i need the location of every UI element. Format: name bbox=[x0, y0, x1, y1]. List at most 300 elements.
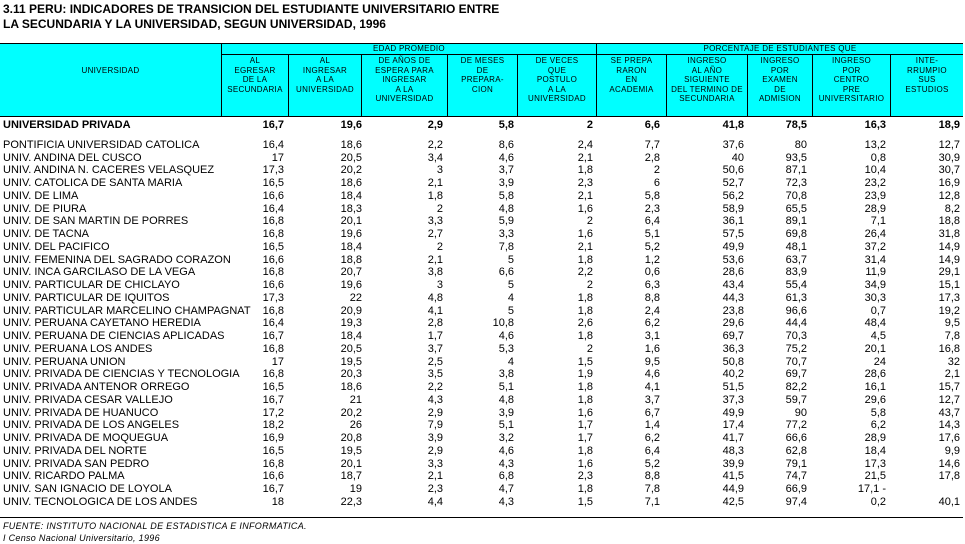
value-cell: 69,7 bbox=[785, 368, 807, 381]
value-cell: 20,1 bbox=[340, 457, 362, 470]
value-cell: 17,3 bbox=[864, 457, 886, 470]
column-header-line: DE LA bbox=[242, 75, 268, 85]
value-cell: 2,2 bbox=[427, 381, 443, 393]
value-cell: 44,3 bbox=[722, 291, 744, 304]
value-cell: 2,9 bbox=[427, 119, 443, 131]
value-cell: 16,6 bbox=[262, 189, 284, 202]
column-header-line: POR bbox=[770, 65, 790, 75]
value-cell: 4,1 bbox=[644, 381, 660, 393]
value-cell: 6,4 bbox=[644, 444, 660, 457]
value-cell: 3,9 bbox=[498, 177, 514, 189]
value-cell: 16,7 bbox=[262, 483, 284, 495]
value-cell: 5,8 bbox=[644, 189, 660, 202]
value-cell: 3,7 bbox=[427, 342, 443, 355]
value-cell: 62,8 bbox=[785, 444, 807, 457]
value-cell: 24 bbox=[873, 355, 886, 368]
census-note: I Censo Nacional Universitario, 1996 bbox=[3, 533, 160, 543]
value-cell: 79,1 bbox=[785, 457, 807, 470]
value-cell: 50,8 bbox=[722, 355, 744, 368]
column-header-line: INGRESAR bbox=[382, 75, 427, 85]
university-name-cell: UNIV. DEL PACIFICO bbox=[3, 240, 110, 253]
value-cell: 1,6 bbox=[577, 457, 593, 470]
column-header-line: SECUNDARIA bbox=[227, 84, 283, 94]
value-cell: 3,5 bbox=[427, 368, 443, 381]
value-cell: 12,7 bbox=[938, 138, 960, 151]
value-cell: 6,3 bbox=[644, 279, 660, 291]
value-cell: 6 bbox=[653, 177, 660, 189]
column-header bbox=[518, 56, 596, 116]
column-header-line: EN bbox=[625, 75, 638, 85]
value-cell: 23,8 bbox=[722, 304, 744, 317]
value-cell: 5,1 bbox=[644, 228, 660, 240]
value-cell: 31,8 bbox=[938, 228, 960, 240]
value-cell: 5,3 bbox=[498, 342, 514, 355]
value-cell: 18 bbox=[271, 495, 284, 508]
value-cell: 20,2 bbox=[340, 406, 362, 419]
value-cell: 2 bbox=[586, 279, 593, 291]
value-cell: 55,4 bbox=[785, 279, 807, 291]
university-name-cell: UNIV. PARTICULAR MARCELINO CHAMPAGNAT bbox=[3, 304, 251, 317]
value-cell: 28,9 bbox=[864, 202, 886, 215]
value-cell: 17,4 bbox=[722, 419, 744, 432]
value-cell: 29,6 bbox=[722, 317, 744, 330]
value-cell: 19,2 bbox=[938, 304, 960, 317]
value-cell: 11,9 bbox=[865, 266, 886, 279]
value-cell: 97,4 bbox=[785, 495, 807, 508]
value-cell: 18,4 bbox=[340, 240, 362, 253]
value-cell: 2,7 bbox=[427, 228, 443, 240]
value-cell: 5,1 bbox=[498, 381, 514, 393]
value-cell: 59,7 bbox=[785, 393, 807, 406]
university-name-cell: UNIV. DE SAN MARTIN DE PORRES bbox=[3, 215, 189, 228]
column-header-line: SIGUIENTE bbox=[684, 75, 730, 85]
value-cell: 14,9 bbox=[938, 253, 960, 266]
column-divider bbox=[596, 55, 597, 116]
column-header-line: INGRESO bbox=[760, 56, 800, 65]
value-cell: 61,3 bbox=[785, 291, 807, 304]
value-cell: 2,5 bbox=[427, 355, 443, 368]
value-cell: 2,1 bbox=[577, 189, 593, 202]
value-cell: 70,7 bbox=[785, 355, 807, 368]
value-cell: 17,3 bbox=[262, 164, 284, 177]
value-cell: 4,8 bbox=[427, 291, 443, 304]
table-row bbox=[0, 177, 963, 190]
table-row bbox=[0, 445, 963, 458]
column-header-line: SE PREPA bbox=[610, 56, 653, 65]
university-name-cell: UNIV. PERUANA CAYETANO HEREDIA bbox=[3, 317, 201, 330]
value-cell: 19,6 bbox=[340, 119, 362, 131]
value-cell: 16,4 bbox=[262, 138, 284, 151]
value-cell: 65,5 bbox=[785, 202, 807, 215]
value-cell: 2,1 bbox=[577, 240, 593, 253]
value-cell: 2,1 bbox=[427, 253, 443, 266]
value-cell: 37,3 bbox=[722, 393, 744, 406]
value-cell: 69,8 bbox=[785, 228, 807, 240]
value-cell: 19,6 bbox=[340, 228, 362, 240]
column-header bbox=[667, 56, 747, 116]
table-row bbox=[0, 483, 963, 496]
value-cell: 7,7 bbox=[644, 138, 660, 151]
value-cell: 20,5 bbox=[340, 151, 362, 164]
value-cell: 5,2 bbox=[644, 457, 660, 470]
value-cell: 18,9 bbox=[938, 119, 960, 131]
value-cell: 6,2 bbox=[644, 317, 660, 330]
university-name-cell: UNIV. PRIVADA DE LOS ANGELES bbox=[3, 419, 180, 432]
table-row bbox=[0, 458, 963, 471]
university-name-cell: UNIV. PRIVADA DE HUANUCO bbox=[3, 406, 159, 419]
value-cell: 3,7 bbox=[644, 393, 660, 406]
value-cell: 18,3 bbox=[340, 202, 362, 215]
value-cell: 3,3 bbox=[427, 457, 443, 470]
value-cell: 52,7 bbox=[722, 177, 744, 189]
value-cell: 20,9 bbox=[340, 304, 362, 317]
value-cell: 1,5 bbox=[577, 495, 593, 508]
value-cell: 2,3 bbox=[577, 470, 593, 483]
value-cell: 5 bbox=[507, 304, 514, 317]
value-cell: 37,6 bbox=[722, 138, 744, 151]
value-cell: 2,3 bbox=[644, 202, 660, 215]
value-cell: 41,8 bbox=[722, 119, 744, 131]
column-header-line: CION bbox=[471, 84, 494, 94]
column-header-line: QUE bbox=[547, 65, 567, 75]
value-cell: 1,7 bbox=[427, 330, 443, 342]
value-cell: 78,5 bbox=[785, 119, 807, 131]
column-header-line: DE VECES bbox=[535, 56, 579, 65]
value-cell: 1,6 bbox=[644, 342, 660, 355]
footnotes bbox=[3, 520, 307, 544]
value-cell: 28,6 bbox=[722, 266, 744, 279]
value-cell: 16,8 bbox=[938, 342, 960, 355]
column-divider bbox=[890, 55, 891, 116]
value-cell: 2,2 bbox=[577, 266, 593, 279]
value-cell: 4,6 bbox=[644, 368, 660, 381]
value-cell: 6,8 bbox=[498, 470, 514, 483]
university-name-cell: UNIV. PERUANA LOS ANDES bbox=[3, 342, 153, 355]
value-cell: 4,3 bbox=[498, 457, 514, 470]
column-header-line: DE bbox=[774, 84, 786, 94]
value-cell: 26,4 bbox=[864, 228, 886, 240]
value-cell: 3 bbox=[436, 164, 443, 177]
value-cell: 5 bbox=[507, 253, 514, 266]
column-divider bbox=[361, 55, 362, 116]
value-cell: 20,1 bbox=[340, 215, 362, 228]
value-cell: 53,6 bbox=[722, 253, 744, 266]
value-cell: 2,1 bbox=[427, 470, 443, 483]
column-divider bbox=[812, 55, 813, 116]
value-cell: 20,7 bbox=[340, 266, 362, 279]
value-cell: 1,8 bbox=[427, 189, 443, 202]
value-cell: 20,3 bbox=[340, 368, 362, 381]
value-cell: 19,3 bbox=[340, 317, 362, 330]
value-cell: 7,8 bbox=[498, 240, 514, 253]
value-cell: 1,6 bbox=[577, 202, 593, 215]
value-cell: 2,4 bbox=[577, 138, 593, 151]
table-row bbox=[0, 190, 963, 203]
value-cell: 6,6 bbox=[498, 266, 514, 279]
value-cell: 3,3 bbox=[427, 215, 443, 228]
value-cell: 39,9 bbox=[722, 457, 744, 470]
value-cell: 4,3 bbox=[498, 495, 514, 508]
value-cell: 2,4 bbox=[644, 304, 660, 317]
value-cell: 5,8 bbox=[870, 406, 886, 419]
value-cell: 19,6 bbox=[340, 279, 362, 291]
value-cell: 3,1 bbox=[644, 330, 660, 342]
value-cell: 70,3 bbox=[785, 330, 807, 342]
value-cell: 89,1 bbox=[785, 215, 807, 228]
value-cell: 48,4 bbox=[864, 317, 886, 330]
column-header-line: PRE bbox=[842, 84, 861, 94]
value-cell: 28,6 bbox=[864, 368, 886, 381]
value-cell: 5,1 bbox=[498, 419, 514, 432]
value-cell: 7,1 bbox=[644, 495, 660, 508]
value-cell: 69,7 bbox=[722, 330, 744, 342]
university-name-cell: UNIV. PARTICULAR DE CHICLAYO bbox=[3, 279, 180, 291]
column-header-line: RARON bbox=[616, 65, 647, 75]
value-cell: 13,2 bbox=[864, 138, 886, 151]
table-body bbox=[0, 119, 963, 509]
table-row bbox=[0, 343, 963, 356]
column-header-line: SUS bbox=[918, 75, 936, 85]
value-cell: 48,1 bbox=[785, 240, 807, 253]
value-cell: 1,8 bbox=[577, 483, 593, 495]
value-cell: 3,7 bbox=[498, 164, 514, 177]
value-cell: 17,6 bbox=[938, 432, 960, 444]
table-row bbox=[0, 432, 963, 445]
value-cell: 16,7 bbox=[262, 119, 284, 131]
column-header-line: INGRESO bbox=[832, 56, 871, 65]
value-cell: 40,2 bbox=[722, 368, 744, 381]
value-cell: 40,1 bbox=[938, 495, 960, 508]
value-cell: 49,9 bbox=[722, 240, 744, 253]
table-row bbox=[0, 381, 963, 394]
value-cell: 16,9 bbox=[262, 432, 284, 444]
column-header-line: POR bbox=[842, 65, 861, 75]
value-cell: 12,8 bbox=[938, 189, 960, 202]
value-cell: 80 bbox=[794, 138, 807, 151]
column-header-line: EGRESAR bbox=[234, 65, 276, 75]
value-cell: 20,2 bbox=[340, 164, 362, 177]
column-header-line: UNIVERSIDAD bbox=[375, 94, 434, 104]
university-name-cell: UNIV. PARTICULAR DE IQUITOS bbox=[3, 291, 170, 304]
value-cell: 58,9 bbox=[722, 202, 744, 215]
value-cell: 77,2 bbox=[785, 419, 807, 432]
column-header-line: A LA bbox=[395, 84, 414, 94]
value-cell: 16,6 bbox=[262, 279, 284, 291]
value-cell: 6,6 bbox=[644, 119, 660, 131]
value-cell: 17,3 bbox=[938, 291, 960, 304]
value-cell: 90 bbox=[794, 406, 807, 419]
value-cell: 2,9 bbox=[427, 444, 443, 457]
value-cell: 18,6 bbox=[340, 381, 362, 393]
value-cell: 20,8 bbox=[340, 432, 362, 444]
value-cell: 8,8 bbox=[644, 470, 660, 483]
value-cell: 8,8 bbox=[644, 291, 660, 304]
value-cell: 41,5 bbox=[722, 470, 744, 483]
university-name-cell: UNIV. PRIVADA SAN PEDRO bbox=[3, 457, 150, 470]
value-cell: 18,8 bbox=[938, 215, 960, 228]
column-header-line: CENTRO bbox=[833, 75, 870, 85]
value-cell: 87,1 bbox=[785, 164, 807, 177]
value-cell: 28,9 bbox=[864, 432, 886, 444]
table-row bbox=[0, 228, 963, 241]
value-cell: 2,8 bbox=[644, 151, 660, 164]
column-header-line: UNIVERSITARIO bbox=[818, 94, 885, 104]
value-cell: 14,9 bbox=[938, 240, 960, 253]
value-cell: 4,7 bbox=[498, 483, 514, 495]
value-cell: 2 bbox=[436, 240, 443, 253]
value-cell: 30,7 bbox=[938, 164, 960, 177]
value-cell: 4,1 bbox=[427, 304, 443, 317]
value-cell: 18,6 bbox=[340, 138, 362, 151]
column-divider bbox=[666, 55, 667, 116]
value-cell: 63,7 bbox=[785, 253, 807, 266]
value-cell: 15,1 bbox=[938, 279, 960, 291]
value-cell: 5,2 bbox=[644, 240, 660, 253]
university-name-cell: UNIV. DE TACNA bbox=[3, 228, 89, 240]
value-cell: 2,3 bbox=[577, 177, 593, 189]
table-row bbox=[0, 419, 963, 432]
value-cell: 16,8 bbox=[262, 368, 284, 381]
value-cell: 16,3 bbox=[864, 119, 886, 131]
value-cell: 41,7 bbox=[722, 432, 744, 444]
value-cell: 16,1 bbox=[864, 381, 886, 393]
university-name-cell: UNIV. ANDINA DEL CUSCO bbox=[3, 151, 142, 164]
value-cell: 21,5 bbox=[864, 470, 886, 483]
value-cell: 3,4 bbox=[427, 151, 443, 164]
value-cell: 0,6 bbox=[644, 266, 660, 279]
edad-promedio-group-header: EDAD PROMEDIO bbox=[222, 44, 596, 55]
value-cell: 7,1 bbox=[870, 215, 886, 228]
source-note: FUENTE: INSTITUTO NACIONAL DE ESTADISTICA E INFORMATICA. bbox=[3, 521, 307, 531]
table-title bbox=[3, 2, 499, 32]
table-row bbox=[0, 292, 963, 305]
value-cell: 29,1 bbox=[938, 266, 960, 279]
value-cell: 18,7 bbox=[340, 470, 362, 483]
value-cell: 43,4 bbox=[722, 279, 744, 291]
value-cell: 3 bbox=[436, 279, 443, 291]
value-cell: 1,8 bbox=[577, 393, 593, 406]
value-cell: 5,8 bbox=[498, 119, 514, 131]
value-cell: 4,4 bbox=[427, 495, 443, 508]
value-cell: 1,8 bbox=[577, 330, 593, 342]
value-cell: 19,5 bbox=[340, 355, 362, 368]
value-cell: 5,8 bbox=[498, 189, 514, 202]
value-cell: 16,5 bbox=[262, 177, 284, 189]
value-cell: 16,8 bbox=[262, 304, 284, 317]
value-cell: 1,8 bbox=[577, 444, 593, 457]
value-cell: 43,7 bbox=[938, 406, 960, 419]
column-divider bbox=[747, 55, 748, 116]
value-cell: 5,9 bbox=[498, 215, 514, 228]
university-name-cell: UNIV. DE PIURA bbox=[3, 202, 87, 215]
column-header bbox=[891, 56, 963, 116]
university-name-cell: UNIV. PERUANA DE CIENCIAS APLICADAS bbox=[3, 330, 225, 342]
value-cell: 4 bbox=[507, 291, 514, 304]
table-row bbox=[0, 254, 963, 267]
value-cell: 15,7 bbox=[938, 381, 960, 393]
value-cell: 30,9 bbox=[938, 151, 960, 164]
value-cell: 44,9 bbox=[722, 483, 744, 495]
table-row bbox=[0, 139, 963, 152]
column-header-line: AL bbox=[319, 56, 331, 65]
value-cell: 2,2 bbox=[427, 138, 443, 151]
value-cell: 70,8 bbox=[785, 189, 807, 202]
value-cell: 3,9 bbox=[498, 406, 514, 419]
value-cell: 8,2 bbox=[944, 202, 960, 215]
value-cell: 1,8 bbox=[577, 291, 593, 304]
value-cell: 7,8 bbox=[644, 483, 660, 495]
value-cell: 14,3 bbox=[938, 419, 960, 432]
value-cell: 16,6 bbox=[262, 253, 284, 266]
university-name-cell: UNIV. PRIVADA DE MOQUEGUA bbox=[3, 432, 169, 444]
value-cell: 66,9 bbox=[785, 483, 807, 495]
value-cell: 2 bbox=[586, 342, 593, 355]
value-cell: 30,3 bbox=[864, 291, 886, 304]
value-cell: 8,6 bbox=[498, 138, 514, 151]
value-cell: 37,2 bbox=[864, 240, 886, 253]
value-cell: 1,2 bbox=[644, 253, 660, 266]
porcentaje-group-header: PORCENTAJE DE ESTUDIANTES QUE bbox=[597, 44, 963, 55]
value-cell: 3,8 bbox=[427, 266, 443, 279]
value-cell: 22 bbox=[349, 291, 362, 304]
value-cell: 3,2 bbox=[498, 432, 514, 444]
value-cell: 72,3 bbox=[785, 177, 807, 189]
value-cell: 16,5 bbox=[262, 240, 284, 253]
value-cell: 16,4 bbox=[262, 202, 284, 215]
value-cell: 42,5 bbox=[722, 495, 744, 508]
value-cell: 16,5 bbox=[262, 381, 284, 393]
value-cell: 10,8 bbox=[492, 317, 514, 330]
value-cell: 16,7 bbox=[262, 330, 284, 342]
column-header-line: DE bbox=[476, 65, 489, 75]
table-row bbox=[0, 394, 963, 407]
title-line-1: 3.11 PERU: INDICADORES DE TRANSICION DEL ESTUDIANTE UNIVERSITARIO ENTRE bbox=[3, 2, 500, 16]
table-row bbox=[0, 356, 963, 369]
value-cell: 75,2 bbox=[785, 342, 807, 355]
value-cell: 40 bbox=[731, 151, 744, 164]
value-cell: 66,6 bbox=[785, 432, 807, 444]
university-name-cell: UNIV. PRIVADA DEL NORTE bbox=[3, 444, 147, 457]
university-name-cell: UNIV. CATOLICA DE SANTA MARIA bbox=[3, 177, 183, 189]
value-cell: 3,3 bbox=[498, 228, 514, 240]
value-cell: 49,9 bbox=[722, 406, 744, 419]
value-cell: 6,2 bbox=[644, 432, 660, 444]
column-header bbox=[222, 56, 288, 116]
column-header-line: UNIVERSIDAD bbox=[296, 84, 354, 94]
value-cell: 14,6 bbox=[938, 457, 960, 470]
value-cell: 1,6 bbox=[577, 228, 593, 240]
column-header-line: UNIVERSIDAD bbox=[528, 94, 586, 104]
value-cell: 18,4 bbox=[340, 189, 362, 202]
value-cell: 9,5 bbox=[944, 317, 960, 330]
table-row bbox=[0, 203, 963, 216]
value-cell: 29,6 bbox=[864, 393, 886, 406]
value-cell: 16,8 bbox=[262, 215, 284, 228]
value-cell: 23,9 bbox=[864, 189, 886, 202]
value-cell: 16,5 bbox=[262, 444, 284, 457]
value-cell: 2,1 bbox=[944, 368, 960, 381]
total-row-universidad-privada bbox=[0, 119, 963, 132]
value-cell: 4,5 bbox=[870, 330, 886, 342]
column-header-line: AL bbox=[249, 56, 261, 65]
university-name-cell: UNIV. SAN IGNACIO DE LOYOLA bbox=[3, 483, 172, 495]
value-cell: 16,8 bbox=[262, 342, 284, 355]
column-header bbox=[289, 56, 361, 116]
value-cell: 26 bbox=[349, 419, 362, 432]
value-cell: 16,7 bbox=[262, 393, 284, 406]
value-cell: 0,7 bbox=[870, 304, 886, 317]
table-row bbox=[0, 305, 963, 318]
